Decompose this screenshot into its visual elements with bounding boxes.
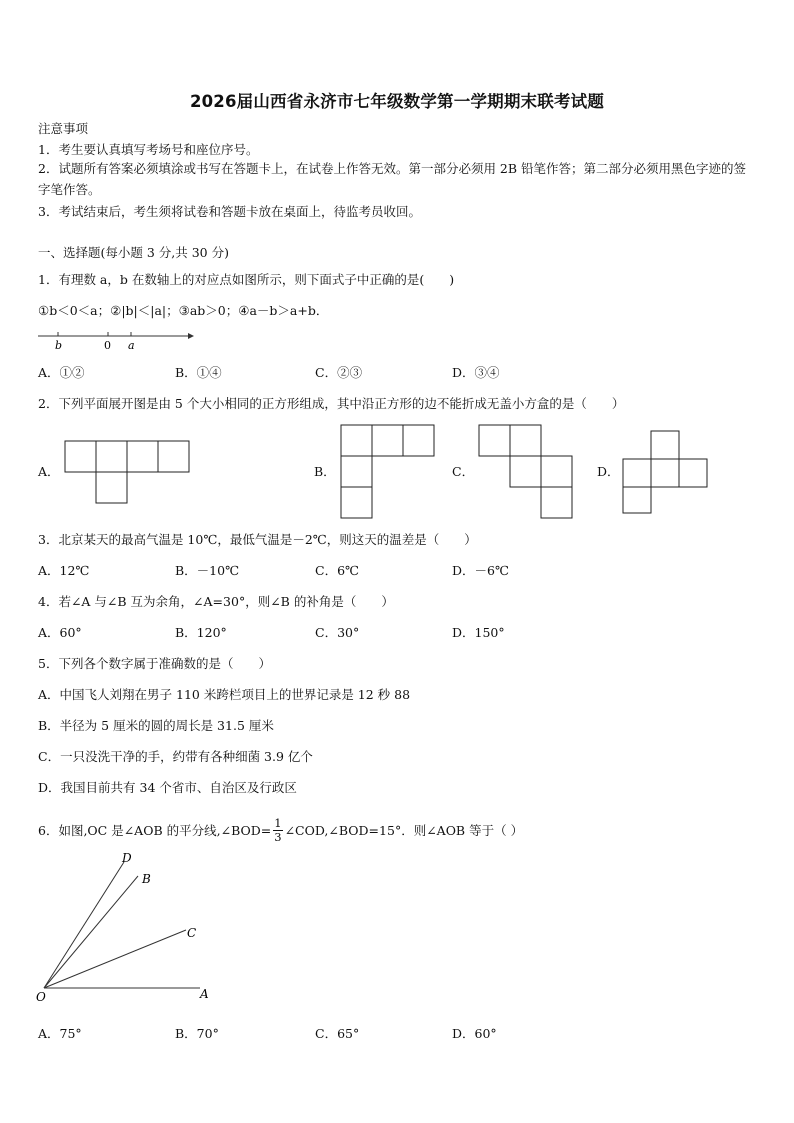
- q4-option-b[interactable]: B．120°: [175, 625, 227, 640]
- point-label-d: D: [122, 851, 132, 865]
- q6-stem-pre: 6．如图,OC 是∠AOB 的平分线,∠BOD=: [38, 822, 272, 838]
- q6-stem: [38, 817, 523, 844]
- q6-fraction-numerator: 1: [274, 816, 282, 830]
- point-label-c: C: [187, 926, 197, 940]
- q5-option-d[interactable]: D．我国目前共有 34 个省市、自治区及行政区: [38, 780, 297, 795]
- q6-option-b[interactable]: B．70°: [175, 1026, 219, 1041]
- q3-option-a[interactable]: A．12℃: [38, 563, 90, 578]
- q2-option-b[interactable]: B．: [314, 464, 336, 479]
- notice-item-1: 1．考生要认真填写考场号和座位序号。: [38, 142, 259, 157]
- point-label-a: A: [200, 987, 209, 1001]
- q5-option-b[interactable]: B．半径为 5 厘米的圆的周长是 31.5 厘米: [38, 718, 274, 733]
- q6-option-c[interactable]: C．65°: [315, 1026, 360, 1041]
- q4-stem: 4．若∠A 与∠B 互为余角，∠A=30°，则∠B 的补角是（ ）: [38, 594, 394, 609]
- q2-option-d[interactable]: D．: [597, 464, 620, 479]
- axis-label-b: b: [55, 339, 63, 352]
- q5-option-a[interactable]: A．中国飞人刘翔在男子 110 米跨栏项目上的世界记录是 12 秒 88: [38, 687, 411, 702]
- q2-option-c[interactable]: C．: [452, 464, 475, 479]
- page-title: 2026届山西省永济市七年级数学第一学期期末联考试题: [189, 92, 605, 111]
- q1-stem: 1．有理数 a，b 在数轴上的对应点如图所示，则下面式子中正确的是( ): [38, 272, 455, 287]
- q6-fraction-denominator: 3: [274, 830, 282, 844]
- angle-figure: [32, 848, 222, 1006]
- q2-stem: 2．下列平面展开图是由 5 个大小相同的正方形组成，其中沿正方形的边不能折成无盖小方盒的是（ ）: [38, 396, 625, 411]
- q3-option-b[interactable]: B．－10℃: [175, 563, 240, 578]
- notice-item-3: 3．考试结束后，考生须将试卷和答题卡放在桌面上，待监考员收回。: [38, 204, 421, 219]
- point-label-b: B: [142, 872, 151, 886]
- q2-option-a[interactable]: A．: [38, 464, 60, 479]
- q6-option-a[interactable]: A．75°: [38, 1026, 82, 1041]
- q6-fraction: [273, 817, 282, 844]
- q1-statements: ①b＜0＜a；②|b|＜|a|；③ab＞0；④a－b＞a+b．: [38, 303, 329, 318]
- q4-option-a[interactable]: A．60°: [38, 625, 82, 640]
- q3-stem: 3．北京某天的最高气温是 10℃，最低气温是－2℃，则这天的温差是（ ）: [38, 532, 477, 547]
- q1-option-a[interactable]: A．①②: [38, 365, 85, 380]
- axis-label-0: 0: [104, 339, 111, 352]
- point-label-o: O: [36, 990, 46, 1004]
- notice-item-2: 2．试题所有答案必须填涂或书写在答题卡上，在试卷上作答无效。第一部分必须用 2B 铅笔作答；第二部分必须用黑色字迹的签字笔作答。: [38, 161, 747, 197]
- notice-heading: 注意事项: [38, 121, 89, 136]
- q6-option-d[interactable]: D．60°: [452, 1026, 497, 1041]
- q1-option-d[interactable]: D．③④: [452, 365, 500, 380]
- net-figure-c: [478, 424, 573, 519]
- net-figure-d: [622, 430, 708, 514]
- net-figure-b: [340, 424, 435, 519]
- q5-option-c[interactable]: C．一只没洗干净的手，约带有各种细菌 3.9 亿个: [38, 749, 313, 764]
- q1-option-b[interactable]: B．①④: [175, 365, 222, 380]
- q3-option-c[interactable]: C．6℃: [315, 563, 360, 578]
- q1-option-c[interactable]: C．②③: [315, 365, 363, 380]
- q3-option-d[interactable]: D．－6℃: [452, 563, 509, 578]
- q4-option-c[interactable]: C．30°: [315, 625, 360, 640]
- q6-stem-post: ∠COD,∠BOD=15°．则∠AOB 等于（ ）: [284, 822, 524, 838]
- number-line-figure: [36, 326, 196, 352]
- axis-label-a: a: [128, 339, 135, 352]
- q4-option-d[interactable]: D．150°: [452, 625, 505, 640]
- net-figure-a: [64, 440, 190, 504]
- section-heading: 一、选择题(每小题 3 分,共 30 分): [38, 245, 229, 260]
- q5-stem: 5．下列各个数字属于准确数的是（ ）: [38, 656, 271, 671]
